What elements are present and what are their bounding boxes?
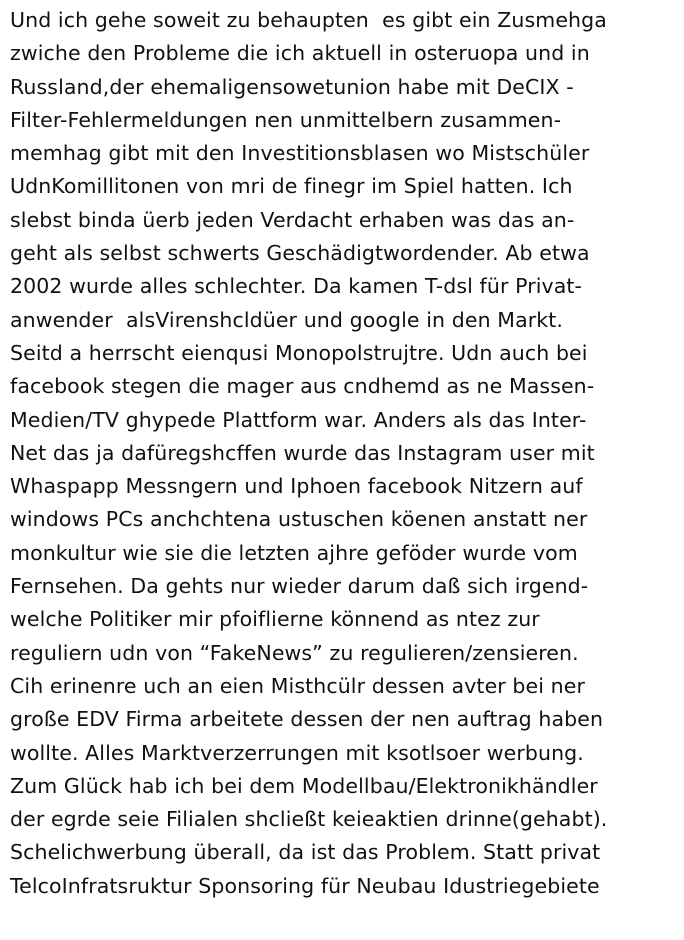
text-line-16: windows PCs anchchtena ustuschen köenen anstatt ner [10, 507, 588, 532]
text-line-15: Whaspapp Messngern und Iphoen facebook Nitzern auf [10, 474, 583, 499]
text-line-4: Filter-Fehlermeldungen nen unmittelbern zusammen- [10, 107, 562, 132]
text-line-10: anwender alsVirenshcldüer und google in den Markt. [10, 307, 563, 332]
text-line-25: der egrde seie Filialen shcließt keieaktien drinne(gehabt). [10, 807, 608, 832]
text-line-21: Cih erinenre uch an eien Misthcülr dessen avter bei ner [10, 673, 585, 698]
text-line-11: Seitd a herrscht eienqusi Monopolstrujtre. Udn auch bei [10, 340, 588, 365]
text-line-12: facebook stegen die mager aus cndhemd as ne Massen- [10, 374, 595, 399]
body-text [10, 4, 680, 903]
text-line-2: zwiche den Probleme die ich aktuell in osteruopa und in [10, 41, 590, 66]
text-line-13: Medien/TV ghypede Plattform war. Anders als das Inter- [10, 407, 587, 432]
text-line-14: Net das ja dafüregshcffen wurde das Instagram user mit [10, 440, 595, 465]
text-line-18: Fernsehen. Da gehts nur wieder darum daß sich irgend- [10, 574, 589, 599]
text-line-8: geht als selbst schwerts Geschädigtwordender. Ab etwa [10, 241, 590, 266]
text-line-22: große EDV Firma arbeitete dessen der nen auftrag haben [10, 707, 604, 732]
text-line-3: Russland,der ehemaligensowetunion habe mit DeCIX - [10, 74, 574, 99]
text-line-20: reguliern udn von “FakeNews” zu regulieren/zensieren. [10, 640, 579, 665]
text-line-19: welche Politiker mir pfoiflierne könnend as ntez zur [10, 607, 540, 632]
text-line-5: memhag gibt mit den Investitionsblasen wo Mistschüler [10, 141, 590, 166]
text-line-26: Schelichwerbung überall, da ist das Problem. Statt privat [10, 840, 601, 865]
text-line-24: Zum Glück hab ich bei dem Modellbau/Elektronikhändler [10, 773, 598, 798]
text-line-27: TelcoInfratsruktur Sponsoring für Neubau Idustriegebiete [10, 873, 600, 898]
text-line-7: slebst binda üerb jeden Verdacht erhaben was das an- [10, 207, 575, 232]
text-line-17: monkultur wie sie die letzten ajhre geföder wurde vom [10, 540, 578, 565]
text-line-6: UdnKomillitonen von mri de finegr im Spiel hatten. Ich [10, 174, 573, 199]
text-line-9: 2002 wurde alles schlechter. Da kamen T-dsl für Privat- [10, 274, 583, 299]
text-line-23: wollte. Alles Marktverzerrungen mit ksotlsoer werbung. [10, 740, 584, 765]
text-line-1: Und ich gehe soweit zu behaupten es gibt ein Zusmehga [10, 8, 607, 32]
